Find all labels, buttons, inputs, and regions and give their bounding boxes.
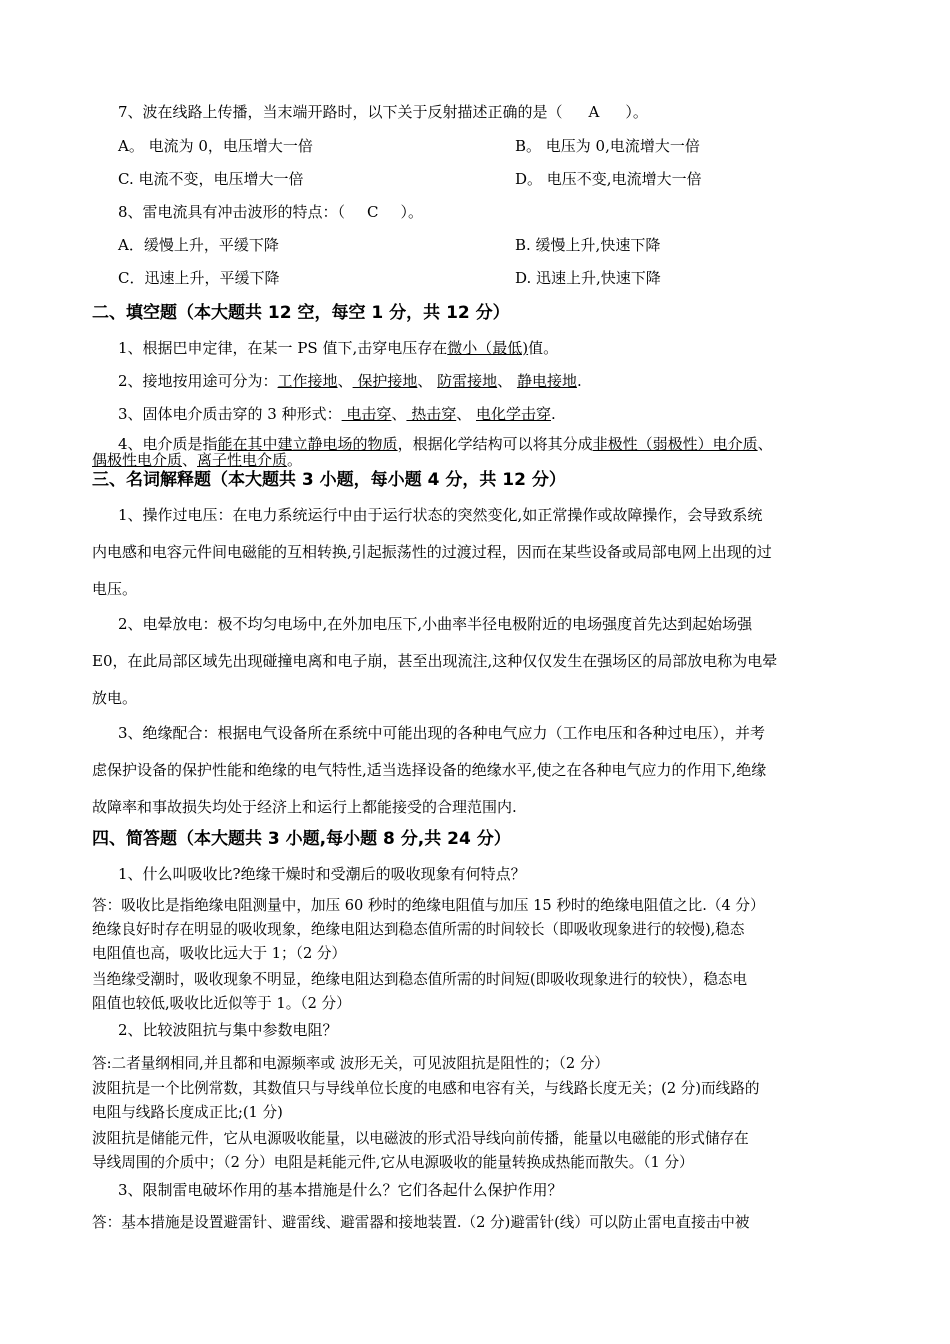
fill-item-2-post: . — [576, 372, 582, 390]
q7-answer: A — [588, 103, 600, 121]
short-a1-line-5: 阻值也较低,吸收比近似等于 1。（2 分） — [92, 995, 351, 1012]
short-a1-line-3: 电阻值也高，吸收比远大于 1；（2 分） — [92, 945, 347, 962]
q7-stem-text: 7、波在线路上传播，当末端开路时，以下关于反射描述正确的是（ — [118, 103, 563, 121]
fill-item-4-answer-3: 偶极性电介质 — [92, 451, 183, 469]
fill-item-4-answer-4: 离子性电介质 — [197, 451, 288, 469]
fill-item-2-answer-4: 静电接地 — [516, 372, 577, 390]
fill-item-2-answer-2: 保护接地 — [352, 372, 418, 390]
q8-stem-text: 8、雷电流具有冲击波形的特点：（ — [118, 203, 346, 221]
fill-item-2 — [118, 371, 582, 391]
short-a1-line-1: 答：吸收比是指绝缘电阻测量中，加压 60 秒时的绝缘电阻值与加压 15 秒时的绝缘电阻值之比.（4 分） — [92, 897, 765, 914]
fill-item-3-answer-3: 电化学击穿 — [475, 405, 551, 423]
term-3-line-3: 故障率和事故损失均处于经济上和运行上都能接受的合理范围内. — [92, 798, 517, 816]
term-3-line-2: 虑保护设备的保护性能和绝缘的电气特性,适当选择设备的绝缘水平,使之在各种电气应力的作用下,绝缘 — [92, 761, 767, 779]
fill-item-2-sep-1: 、 — [337, 372, 353, 390]
q8-option-b: B. 缓慢上升,快速下降 — [515, 236, 661, 254]
fill-item-3-answer-1: 电击穿 — [341, 405, 392, 423]
fill-item-4-answer-2: 非极性（弱极性）电介质 — [592, 435, 758, 453]
fill-item-4-mid: ，根据化学结构可以将其分成 — [397, 435, 593, 453]
fill-item-1-post: 值。 — [528, 339, 559, 357]
fill-item-3-sep-2: 、 — [456, 405, 476, 423]
term-2-line-1: 2、电晕放电：极不均匀电场中,在外加电压下,小曲率半径电极附近的电场强度首先达到起始场强 — [118, 615, 753, 633]
term-1-line-3: 电压。 — [92, 580, 138, 598]
short-a3-line-1: 答：基本措施是设置避雷针、避雷线、避雷器和接地装置.（2 分)避雷针(线）可以防止雷电直接击中被 — [92, 1214, 750, 1231]
fill-item-4-post: 。 — [287, 451, 303, 469]
fill-item-4-sep-3: 、 — [182, 451, 198, 469]
q8-stem — [118, 202, 423, 222]
fill-item-3-sep-1: 、 — [391, 405, 407, 423]
q7-option-c: C. 电流不变，电压增大一倍 — [118, 170, 304, 188]
section-2-title: 二、填空题（本大题共 12 空，每空 1 分，共 12 分） — [92, 303, 510, 323]
fill-item-2-sep-2: 、 — [417, 372, 438, 390]
fill-item-2-pre: 2、接地按用途可分为： — [118, 372, 278, 390]
q8-close: ）。 — [400, 203, 424, 221]
term-2-line-2: E0，在此局部区域先出现碰撞电离和电子崩，甚至出现流注,这种仅仅发生在强场区的局部放电称为电晕 — [92, 652, 778, 670]
q7-option-a: A。 电流为 0，电压增大一倍 — [118, 137, 313, 155]
fill-item-2-sep-3: 、 — [497, 372, 517, 390]
short-a2-line-2: 波阻抗是一个比例常数，其数值只与导线单位长度的电感和电容有关，与线路长度无关；(2 分)而线路的 — [92, 1080, 760, 1097]
fill-item-3 — [118, 404, 556, 424]
short-a2-line-4: 波阻抗是储能元件，它从电源吸收能量，以电磁波的形式沿导线向前传播，能量以电磁能的形式储存在 — [92, 1130, 749, 1147]
term-1-line-2: 内电感和电容元件间电磁能的互相转换,引起振荡性的过渡过程，因而在某些设备或局部电网上出现的过 — [92, 543, 772, 561]
fill-item-3-answer-2: 热击穿 — [406, 405, 457, 423]
q8-option-a: A．缓慢上升，平缓下降 — [118, 236, 279, 254]
fill-item-3-pre: 3、固体电介质击穿的 3 种形式： — [118, 405, 342, 423]
q7-option-d: D。 电压不变,电流增大一倍 — [515, 170, 702, 188]
fill-item-2-answer-3: 防雷接地 — [437, 372, 498, 390]
fill-item-1 — [118, 338, 558, 358]
section-4-title: 四、简答题（本大题共 3 小题,每小题 8 分,共 24 分） — [92, 829, 511, 849]
fill-item-2-answer-1: 工作接地 — [277, 372, 338, 390]
q8-option-d: D. 迅速上升,快速下降 — [515, 269, 661, 287]
fill-item-1-answer: 微小（最低) — [447, 339, 529, 357]
fill-item-1-pre: 1、根据巴申定律，在某一 PS 值下,击穿电压存在 — [118, 339, 448, 357]
short-a1-line-2: 绝缘良好时存在明显的吸收现象，绝缘电阻达到稳态值所需的时间较长（即吸收现象进行的较慢),稳态 — [92, 921, 745, 938]
short-q3: 3、限制雷电破坏作用的基本措施是什么？它们各起什么保护作用？ — [118, 1181, 563, 1199]
q7-close: ）。 — [625, 103, 648, 121]
short-a2-line-3: 电阻与线路长度成正比;(1 分) — [92, 1104, 283, 1121]
short-q2: 2、比较波阻抗与集中参数电阻？ — [118, 1021, 338, 1039]
short-a1-line-4: 当绝缘受潮时，吸收现象不明显，绝缘电阻达到稳态值所需的时间短(即吸收现象进行的较快），稳态电 — [92, 971, 748, 988]
q8-option-c: C．迅速上升，平缓下降 — [118, 269, 280, 287]
q7-option-b: B。 电压为 0,电流增大一倍 — [515, 137, 700, 155]
fill-item-4-line-2 — [92, 450, 302, 470]
term-2-line-3: 放电。 — [92, 689, 138, 707]
q8-answer: C — [367, 203, 379, 221]
section-3-title: 三、名词解释题（本大题共 3 小题，每小题 4 分，共 12 分） — [92, 470, 566, 490]
short-q1: 1、什么叫吸收比?绝缘干燥时和受潮后的吸收现象有何特点？ — [118, 865, 526, 883]
fill-item-4-answer-1: 能在其中建立静电场的物质 — [217, 435, 398, 453]
term-1-line-1: 1、操作过电压：在电力系统运行中由于运行状态的突然变化,如正常操作或故障操作，会导致系统 — [118, 506, 763, 524]
short-a2-line-1: 答:二者量纲相同,并且都和电源频率或 波形无关，可见波阻抗是阻性的；（2 分） — [92, 1055, 610, 1072]
fill-item-4-sep-2: 、 — [757, 435, 773, 453]
fill-item-3-post: . — [551, 405, 556, 423]
short-a2-line-5: 导线周围的介质中；（2 分）电阻是耗能元件,它从电源吸收的能量转换成热能而散失。（1 分） — [92, 1154, 694, 1171]
term-3-line-1: 3、绝缘配合：根据电气设备所在系统中可能出现的各种电气应力（工作电压和各种过电压），并考 — [118, 724, 766, 742]
fill-item-4-pre: 4、电介质是指 — [118, 435, 218, 453]
q7-stem — [118, 102, 648, 122]
